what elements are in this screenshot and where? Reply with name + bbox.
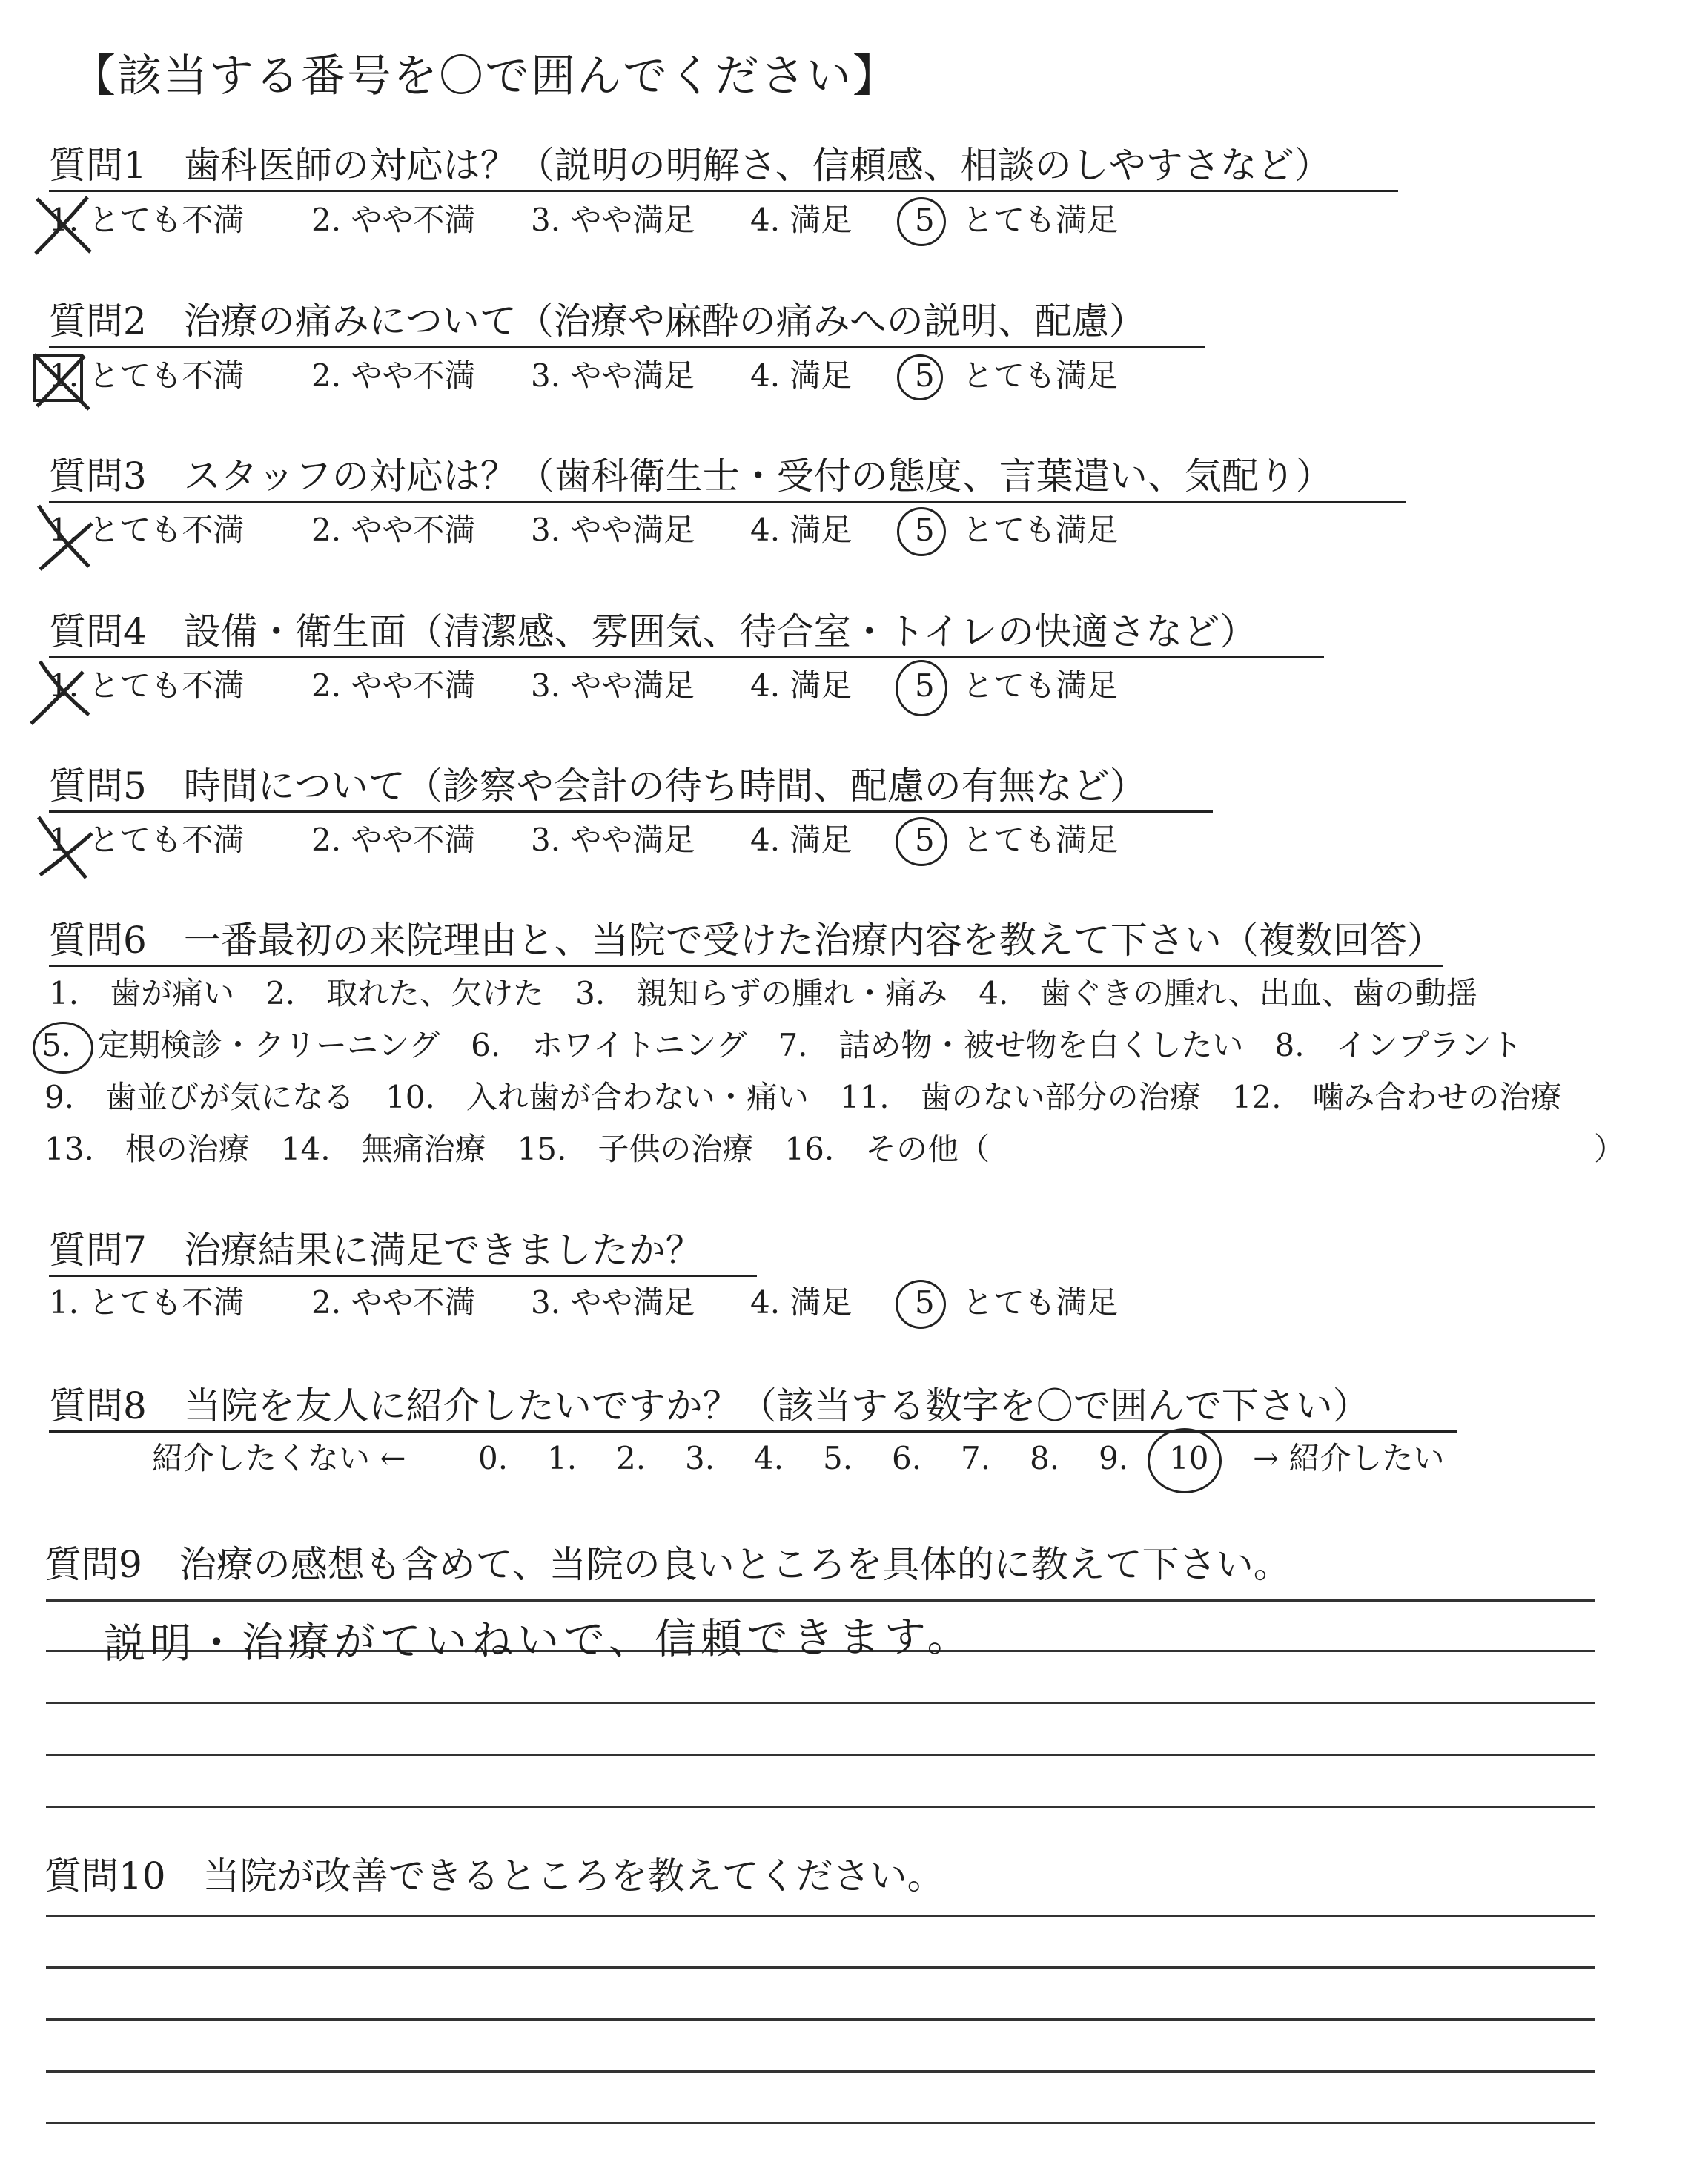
answer-line (46, 2070, 1595, 2073)
question-8-title: 質問8 当院を友人に紹介したいですか？（該当する数字を〇で囲んで下さい） (49, 1384, 1370, 1427)
q8-number-9[interactable]: 9. (1099, 1440, 1129, 1476)
option-3[interactable]: 3. やや満足 (531, 202, 695, 238)
question-6-title: 質問6 一番最初の来院理由と、当院で受けた治療内容を教えて下さい（複数回答） (49, 919, 1444, 962)
selection-circle (896, 660, 947, 716)
option-5-label: とても満足 (962, 1284, 1119, 1321)
handwritten-answer[interactable]: 説明・治療がていねいで、信頼できます。 (103, 1612, 973, 1669)
question-2-underline (49, 346, 1205, 348)
selection-circle (897, 507, 946, 556)
selection-circle (1148, 1428, 1222, 1493)
question-6-item-5[interactable]: 5. (42, 1027, 72, 1063)
question-6-line-3[interactable]: 9. 歯並びが気になる 10. 入れ歯が合わない・痛い 11. 歯のない部分の治療 12. 噛み合わせの治療 (44, 1079, 1562, 1115)
option-3[interactable]: 3. やや満足 (531, 512, 695, 548)
q8-number-4[interactable]: 4. (754, 1440, 784, 1476)
option-2[interactable]: 2. やや不満 (311, 667, 476, 704)
option-4[interactable]: 4. 満足 (750, 822, 853, 858)
option-2[interactable]: 2. やや不満 (311, 512, 476, 548)
question-6-line-4[interactable]: 13. 根の治療 14. 無痛治療 15. 子供の治療 16. その他（ (44, 1131, 990, 1167)
option-1[interactable]: 1. とても不満 (49, 512, 245, 548)
option-1[interactable]: 1. とても不満 (49, 822, 245, 858)
option-4[interactable]: 4. 満足 (750, 357, 853, 394)
question-2-title: 質問2 治療の痛みについて（治療や麻酔の痛みへの説明、配慮） (49, 300, 1146, 343)
option-2[interactable]: 2. やや不満 (311, 357, 476, 394)
answer-line (46, 1754, 1595, 1756)
option-5[interactable]: 5 (915, 667, 935, 704)
option-3[interactable]: 3. やや満足 (531, 667, 695, 704)
selection-circle (897, 197, 946, 246)
question-6-other-close: ） (1594, 1131, 1626, 1167)
cross-out-mark (30, 811, 104, 885)
q8-number-3[interactable]: 3. (685, 1440, 715, 1476)
option-4[interactable]: 4. 満足 (750, 202, 853, 238)
question-1-underline (49, 190, 1398, 192)
option-5-label: とても満足 (962, 822, 1119, 858)
q8-number-8[interactable]: 8. (1030, 1440, 1060, 1476)
question-8-underline (49, 1430, 1457, 1433)
q8-number-1[interactable]: 1. (547, 1440, 577, 1476)
option-5[interactable]: 5 (915, 512, 935, 548)
question-6-line-2[interactable]: 定期検診・クリーニング 6. ホワイトニング 7. 詰め物・被せ物を白くしたい 8. インプラント (98, 1027, 1523, 1063)
option-5-label: とても満足 (962, 512, 1119, 548)
question-9-title: 質問9 治療の感想も含めて、当院の良いところを具体的に教えて下さい。 (44, 1543, 1291, 1586)
option-2[interactable]: 2. やや不満 (311, 822, 476, 858)
answer-line (46, 1915, 1595, 1917)
cross-out-mark (30, 191, 96, 258)
option-3[interactable]: 3. やや満足 (531, 1284, 695, 1321)
cross-out-mark (27, 655, 101, 730)
option-1[interactable]: 1. とても不満 (49, 1284, 245, 1321)
selection-circle (896, 817, 947, 866)
answer-line (46, 1806, 1595, 1808)
option-1[interactable]: 1. とても不満 (49, 667, 245, 704)
question-6-line-1[interactable]: 1. 歯が痛い 2. 取れた、欠けた 3. 親知らずの腫れ・痛み 4. 歯ぐきの腫れ、出血、歯の動揺 (49, 975, 1477, 1011)
option-5-label: とても満足 (962, 357, 1119, 394)
q8-number-2[interactable]: 2. (616, 1440, 646, 1476)
question-5-title: 質問5 時間について（診察や会計の待ち時間、配慮の有無など） (49, 764, 1147, 807)
option-5[interactable]: 5 (915, 1284, 935, 1321)
answer-line (46, 2018, 1595, 2021)
q8-number-6[interactable]: 6. (892, 1440, 922, 1476)
question-4-underline (49, 656, 1324, 658)
question-3-title: 質問3 スタッフの対応は？（歯科衛生士・受付の態度、言葉遣い、気配り） (49, 455, 1333, 498)
cross-out-mark (30, 501, 104, 575)
q8-right-label: → 紹介したい (1253, 1440, 1445, 1476)
q8-number-7[interactable]: 7. (961, 1440, 991, 1476)
option-3[interactable]: 3. やや満足 (531, 822, 695, 858)
option-2[interactable]: 2. やや不満 (311, 202, 476, 238)
answer-line (46, 1966, 1595, 1969)
question-4-title: 質問4 設備・衛生面（清潔感、雰囲気、待合室・トイレの快適さなど） (49, 610, 1257, 653)
option-5[interactable]: 5 (915, 202, 935, 238)
selection-circle (896, 1280, 946, 1329)
q8-number-5[interactable]: 5. (823, 1440, 853, 1476)
form-title: 【該当する番号を〇で囲んでください】 (71, 50, 898, 102)
answer-line (46, 2122, 1595, 2124)
option-4[interactable]: 4. 満足 (750, 667, 853, 704)
option-5[interactable]: 5 (915, 822, 935, 858)
question-1-title: 質問1 歯科医師の対応は？（説明の明解さ、信頼感、相談のしやすさなど） (49, 144, 1331, 187)
question-3-underline (49, 501, 1406, 503)
option-2[interactable]: 2. やや不満 (311, 1284, 476, 1321)
selection-circle (33, 1022, 93, 1074)
answer-line (46, 1599, 1595, 1602)
question-7-title: 質問7 治療結果に満足できましたか？ (49, 1229, 703, 1272)
option-5-label: とても満足 (962, 667, 1119, 704)
option-3[interactable]: 3. やや満足 (531, 357, 695, 394)
q8-number-10[interactable]: 10 (1169, 1440, 1209, 1476)
q8-left-label: 紹介したくない ← (152, 1440, 406, 1476)
option-5[interactable]: 5 (915, 357, 935, 394)
question-5-underline (49, 810, 1213, 813)
answer-line (46, 1702, 1595, 1704)
cross-out-mark (30, 349, 96, 415)
question-10-title: 質問10 当院が改善できるところを教えてください。 (44, 1855, 944, 1898)
option-1[interactable]: 1. とても不満 (49, 202, 245, 238)
option-5-label: とても満足 (962, 202, 1119, 238)
option-4[interactable]: 4. 満足 (750, 1284, 853, 1321)
q8-number-0[interactable]: 0. (478, 1440, 509, 1476)
option-4[interactable]: 4. 満足 (750, 512, 853, 548)
question-6-underline (49, 965, 1443, 967)
selection-circle (897, 354, 943, 400)
option-1[interactable]: 1. とても不満 (49, 357, 245, 394)
question-7-underline (49, 1275, 757, 1277)
